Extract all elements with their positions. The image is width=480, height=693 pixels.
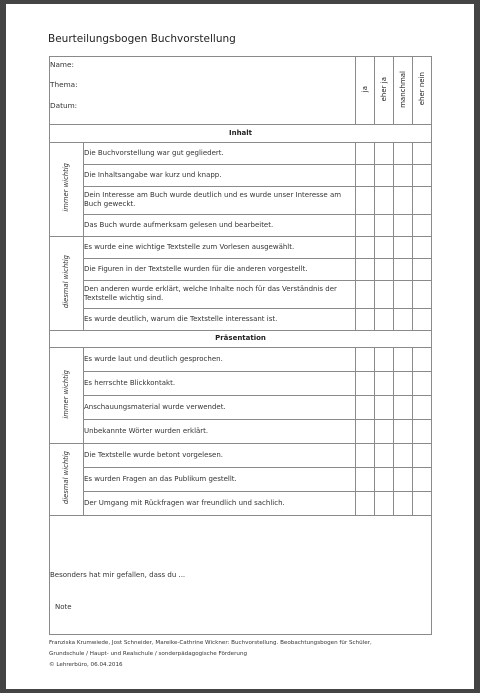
rating-cell-eher-ja[interactable] [375, 280, 394, 308]
rating-cell-manchmal[interactable] [394, 372, 413, 396]
criterion-text: Die Figuren in der Textstelle wurden für die anderen vorgestellt. [84, 258, 356, 280]
section-title: Präsentation [50, 330, 432, 348]
footer-credits [49, 638, 449, 671]
criterion-row [50, 492, 432, 516]
criterion-row [50, 214, 432, 236]
rating-cell-eher-ja[interactable] [375, 186, 394, 214]
rating-cell-eher-nein[interactable] [413, 444, 432, 468]
rating-cell-ja[interactable] [356, 164, 375, 186]
page-title: Beurteilungsbogen Buchvorstellung [48, 33, 236, 45]
notes-row [50, 516, 432, 635]
topic-field-label: Thema: [50, 80, 78, 90]
criterion-row [50, 142, 432, 164]
rating-cell-manchmal[interactable] [394, 186, 413, 214]
rating-cell-manchmal[interactable] [394, 258, 413, 280]
rating-cell-manchmal[interactable] [394, 164, 413, 186]
notes-box[interactable] [50, 516, 432, 635]
column-head-manchmal: manchmal [394, 57, 413, 125]
column-head-eher-nein: eher nein [413, 57, 432, 125]
criterion-row [50, 372, 432, 396]
footer-line: © Lehrerbüro, 06.04.2016 [49, 662, 123, 668]
rating-cell-eher-nein[interactable] [413, 372, 432, 396]
rating-cell-manchmal[interactable] [394, 280, 413, 308]
rating-cell-ja[interactable] [356, 280, 375, 308]
rating-cell-eher-ja[interactable] [375, 492, 394, 516]
rating-cell-eher-ja[interactable] [375, 348, 394, 372]
criterion-text: Dein Interesse am Buch wurde deutlich und es wurde unser Interesse am Buch geweckt. [84, 186, 356, 214]
rating-cell-ja[interactable] [356, 186, 375, 214]
criterion-row [50, 280, 432, 308]
criterion-text: Das Buch wurde aufmerksam gelesen und bearbeitet. [84, 214, 356, 236]
group-diesmal-wichtig-label: diesmal wichtig [50, 236, 84, 330]
criterion-row [50, 236, 432, 258]
criterion-row [50, 258, 432, 280]
rating-cell-manchmal[interactable] [394, 420, 413, 444]
rating-cell-ja[interactable] [356, 308, 375, 330]
criterion-text: Es wurden Fragen an das Publikum gestellt. [84, 468, 356, 492]
criterion-text: Den anderen wurde erklärt, welche Inhalte noch für das Verständnis der Textstelle wichtig sind. [84, 280, 356, 308]
criterion-text: Es wurde laut und deutlich gesprochen. [84, 348, 356, 372]
rating-cell-ja[interactable] [356, 396, 375, 420]
rating-cell-manchmal[interactable] [394, 468, 413, 492]
rating-cell-ja[interactable] [356, 444, 375, 468]
group-immer-wichtig-label: immer wichtig [50, 348, 84, 444]
rating-cell-manchmal[interactable] [394, 444, 413, 468]
criterion-text: Es herrschte Blickkontakt. [84, 372, 356, 396]
criterion-text: Die Inhaltsangabe war kurz und knapp. [84, 164, 356, 186]
student-info [50, 57, 356, 125]
rating-cell-eher-ja[interactable] [375, 258, 394, 280]
group-immer-wichtig-label: immer wichtig [50, 142, 84, 236]
rating-cell-ja[interactable] [356, 258, 375, 280]
column-head-ja: ja [356, 57, 375, 125]
header-row [50, 57, 432, 125]
group-diesmal-wichtig-label: diesmal wichtig [50, 444, 84, 516]
rating-cell-eher-nein[interactable] [413, 186, 432, 214]
rating-cell-eher-ja[interactable] [375, 468, 394, 492]
rating-cell-eher-nein[interactable] [413, 468, 432, 492]
rating-cell-ja[interactable] [356, 420, 375, 444]
rating-cell-manchmal[interactable] [394, 308, 413, 330]
criterion-row [50, 444, 432, 468]
rating-cell-manchmal[interactable] [394, 348, 413, 372]
criterion-text: Anschauungsmaterial wurde verwendet. [84, 396, 356, 420]
section-title: Inhalt [50, 125, 432, 143]
rating-cell-eher-ja[interactable] [375, 308, 394, 330]
rating-cell-ja[interactable] [356, 492, 375, 516]
criterion-text: Der Umgang mit Rückfragen war freundlich und sachlich. [84, 492, 356, 516]
criterion-text: Unbekannte Wörter wurden erklärt. [84, 420, 356, 444]
rating-cell-manchmal[interactable] [394, 142, 413, 164]
criterion-text: Es wurde eine wichtige Textstelle zum Vorlesen ausgewählt. [84, 236, 356, 258]
footer-line: Grundschule / Haupt- und Realschule / sonderpädagogische Förderung [49, 651, 248, 657]
footer-line: Franziska Krumwiede, Jost Schneider, Mareike-Cathrine Wickner: Buchvorstellung. Beobachtungsbogen für Schüler, [49, 640, 372, 646]
notes-prompt: Besonders hat mir gefallen, dass du ... [50, 570, 186, 579]
criterion-row [50, 308, 432, 330]
evaluation-table [49, 56, 432, 635]
rating-cell-manchmal[interactable] [394, 492, 413, 516]
rating-cell-eher-nein[interactable] [413, 258, 432, 280]
rating-cell-manchmal[interactable] [394, 214, 413, 236]
criterion-row [50, 164, 432, 186]
rating-cell-eher-ja[interactable] [375, 142, 394, 164]
rating-cell-ja[interactable] [356, 236, 375, 258]
criterion-row [50, 468, 432, 492]
column-head-eher-ja: eher ja [375, 57, 394, 125]
rating-cell-eher-nein[interactable] [413, 348, 432, 372]
name-field-label: Name: [50, 59, 74, 69]
grade-label: Note [55, 603, 72, 611]
rating-cell-eher-nein[interactable] [413, 420, 432, 444]
rating-cell-eher-nein[interactable] [413, 492, 432, 516]
rating-cell-eher-ja[interactable] [375, 214, 394, 236]
criterion-row [50, 186, 432, 214]
section-inhalt-header [50, 125, 432, 143]
rating-cell-ja[interactable] [356, 468, 375, 492]
criterion-text: Die Buchvorstellung war gut gegliedert. [84, 142, 356, 164]
rating-cell-eher-nein[interactable] [413, 236, 432, 258]
section-praesentation-header [50, 330, 432, 348]
rating-cell-eher-ja[interactable] [375, 396, 394, 420]
rating-cell-ja[interactable] [356, 348, 375, 372]
criterion-text: Die Textstelle wurde betont vorgelesen. [84, 444, 356, 468]
criterion-row [50, 396, 432, 420]
rating-cell-eher-ja[interactable] [375, 164, 394, 186]
rating-cell-ja[interactable] [356, 372, 375, 396]
criterion-row [50, 420, 432, 444]
criterion-row [50, 348, 432, 372]
rating-cell-ja[interactable] [356, 142, 375, 164]
rating-cell-eher-ja[interactable] [375, 444, 394, 468]
date-field-label: Datum: [50, 100, 78, 110]
rating-cell-eher-ja[interactable] [375, 420, 394, 444]
criterion-text: Es wurde deutlich, warum die Textstelle interessant ist. [84, 308, 356, 330]
worksheet-page [6, 4, 474, 689]
rating-cell-manchmal[interactable] [394, 236, 413, 258]
rating-cell-eher-nein[interactable] [413, 280, 432, 308]
rating-cell-manchmal[interactable] [394, 396, 413, 420]
rating-cell-eher-nein[interactable] [413, 164, 432, 186]
rating-cell-eher-nein[interactable] [413, 142, 432, 164]
rating-cell-eher-nein[interactable] [413, 396, 432, 420]
rating-cell-eher-ja[interactable] [375, 236, 394, 258]
rating-cell-eher-nein[interactable] [413, 308, 432, 330]
rating-cell-ja[interactable] [356, 214, 375, 236]
rating-cell-eher-ja[interactable] [375, 372, 394, 396]
rating-cell-eher-nein[interactable] [413, 214, 432, 236]
